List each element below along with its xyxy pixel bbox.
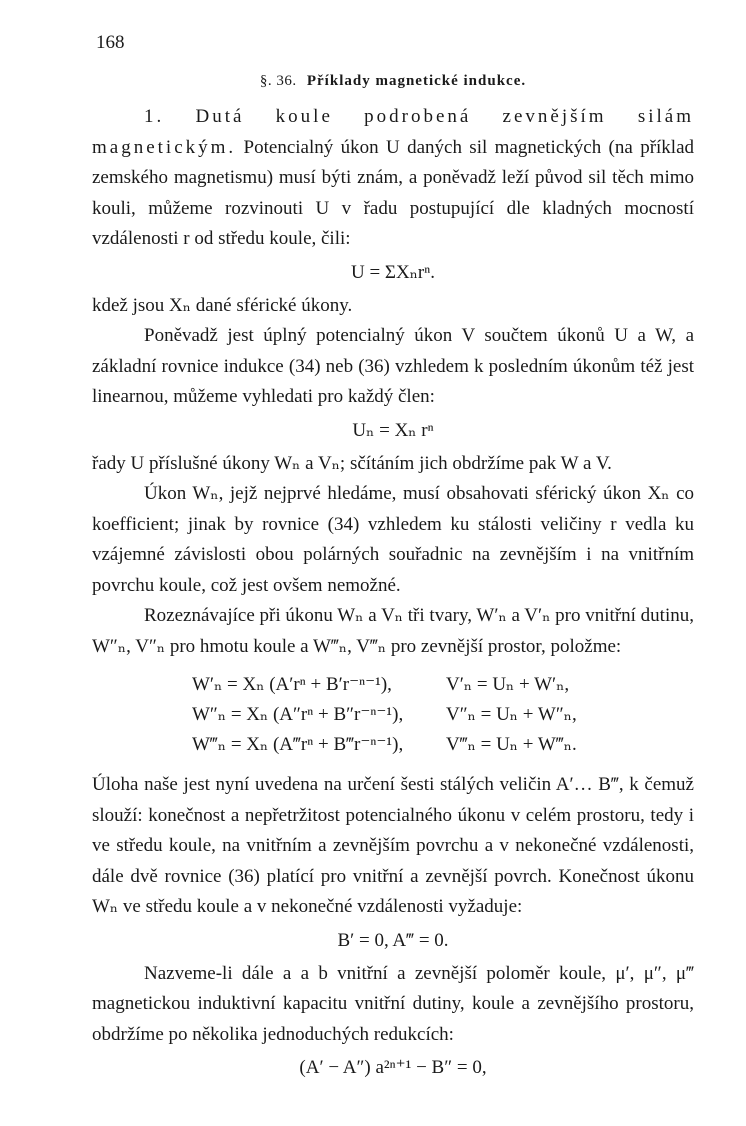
paragraph-4: řady U příslušné úkony Wₙ a Vₙ; sčítáním jich obdržíme pak W a V.	[92, 452, 612, 474]
section-heading	[92, 66, 694, 96]
section-number: §. 36.	[259, 73, 297, 89]
paragraph-2: kdež jsou Xₙ dané sférické úkony.	[92, 294, 353, 316]
equation-v-outer: V‴ₙ = Uₙ + W‴ₙ.	[446, 734, 577, 755]
equation-w-outer: W‴ₙ = Xₙ (A‴rⁿ + B‴r⁻ⁿ⁻¹),	[192, 734, 404, 755]
equation-row	[192, 700, 694, 730]
equation-un: Uₙ = Xₙ rⁿ	[352, 419, 434, 441]
paragraph-1-body: Potencialný úkon U daných sil magnetických (na příklad zemského magnetismu) musí býti znám, a poněvadž leží původ sil těch mimo kouli, můžeme rozvinouti U v řadu postupující dle kladných mocností vzdálenosti r od středu koule, čili:	[92, 136, 695, 249]
paragraph-3: Poněvadž jest úplný potencialný úkon V součtem úkonů U a W, a základní rovnice indukce (34) neb (36) vzhledem k posledním úkonům též jest linearnou, můžeme vyhledati pro každý člen:	[92, 325, 694, 407]
section-title: Příklady magnetické indukce.	[306, 73, 527, 89]
paragraph-5: Úkon Wₙ, jejž nejprvé hledáme, musí obsahovati sférický úkon Xₙ co koefficient; jinak by rovnice (34) vzhledem ku stálosti veličiny r vedla ku vzájemné závislosti obou polárných souřadnic na zevnějším i na vnitřním povrchu koule, což jest ovšem nemožné.	[92, 483, 694, 596]
equation-reduction: (A′ − A″) a²ⁿ⁺¹ − B″ = 0,	[299, 1057, 487, 1078]
equation-w-inner: W′ₙ = Xₙ (A′rⁿ + B′r⁻ⁿ⁻¹),	[192, 674, 392, 695]
paragraph-8: Nazveme-li dále a a b vnitřní a zevnější poloměr koule, μ′, μ″, μ‴ magnetickou induktivní kapacitu vnitřní dutiny, koule a zevnějšího prostoru, obdržíme po několika jednoduchých redukcích:	[92, 962, 694, 1045]
equation-row	[192, 730, 694, 760]
page-number: 168	[96, 32, 125, 53]
equation-v-shell: V″ₙ = Uₙ + W″ₙ,	[446, 704, 577, 725]
subsection-heading: 1. Dutá koule podrobená zevnějším silám magnetickým.	[92, 106, 694, 158]
equation-system	[192, 670, 694, 760]
equation-w-shell: W″ₙ = Xₙ (A″rⁿ + B″r⁻ⁿ⁻¹),	[192, 704, 404, 725]
equation-row	[192, 670, 694, 700]
paragraph-7: Úloha naše jest nyní uvedena na určení šesti stálých veličin A′… B‴, k čemuž slouží: konečnost a nepřetržitost potencialného úkonu v celém prostoru, tedy i ve středu koule, na vnitřním a zevnějším povrchu a v nekonečné vzdálenosti, dále dvě rovnice (36) platící pro vnitřní a zevnější povrch. Konečnost úkonu Wₙ ve středu koule a v nekonečné vzdálenosti vyžaduje:	[92, 774, 694, 917]
equation-series-u: U = ΣXₙrⁿ.	[351, 261, 435, 283]
paragraph-1	[92, 102, 694, 255]
equation-boundary: B′ = 0, A‴ = 0.	[337, 929, 449, 951]
paragraph-6: Rozeznávajíce při úkonu Wₙ a Vₙ tři tvary, W′ₙ a V′ₙ pro vnitřní dutinu, W″ₙ, V″ₙ pro hmotu koule a W‴ₙ, V‴ₙ pro zevnější prostor, položme:	[92, 605, 694, 657]
equation-v-inner: V′ₙ = Uₙ + W′ₙ,	[446, 674, 570, 695]
